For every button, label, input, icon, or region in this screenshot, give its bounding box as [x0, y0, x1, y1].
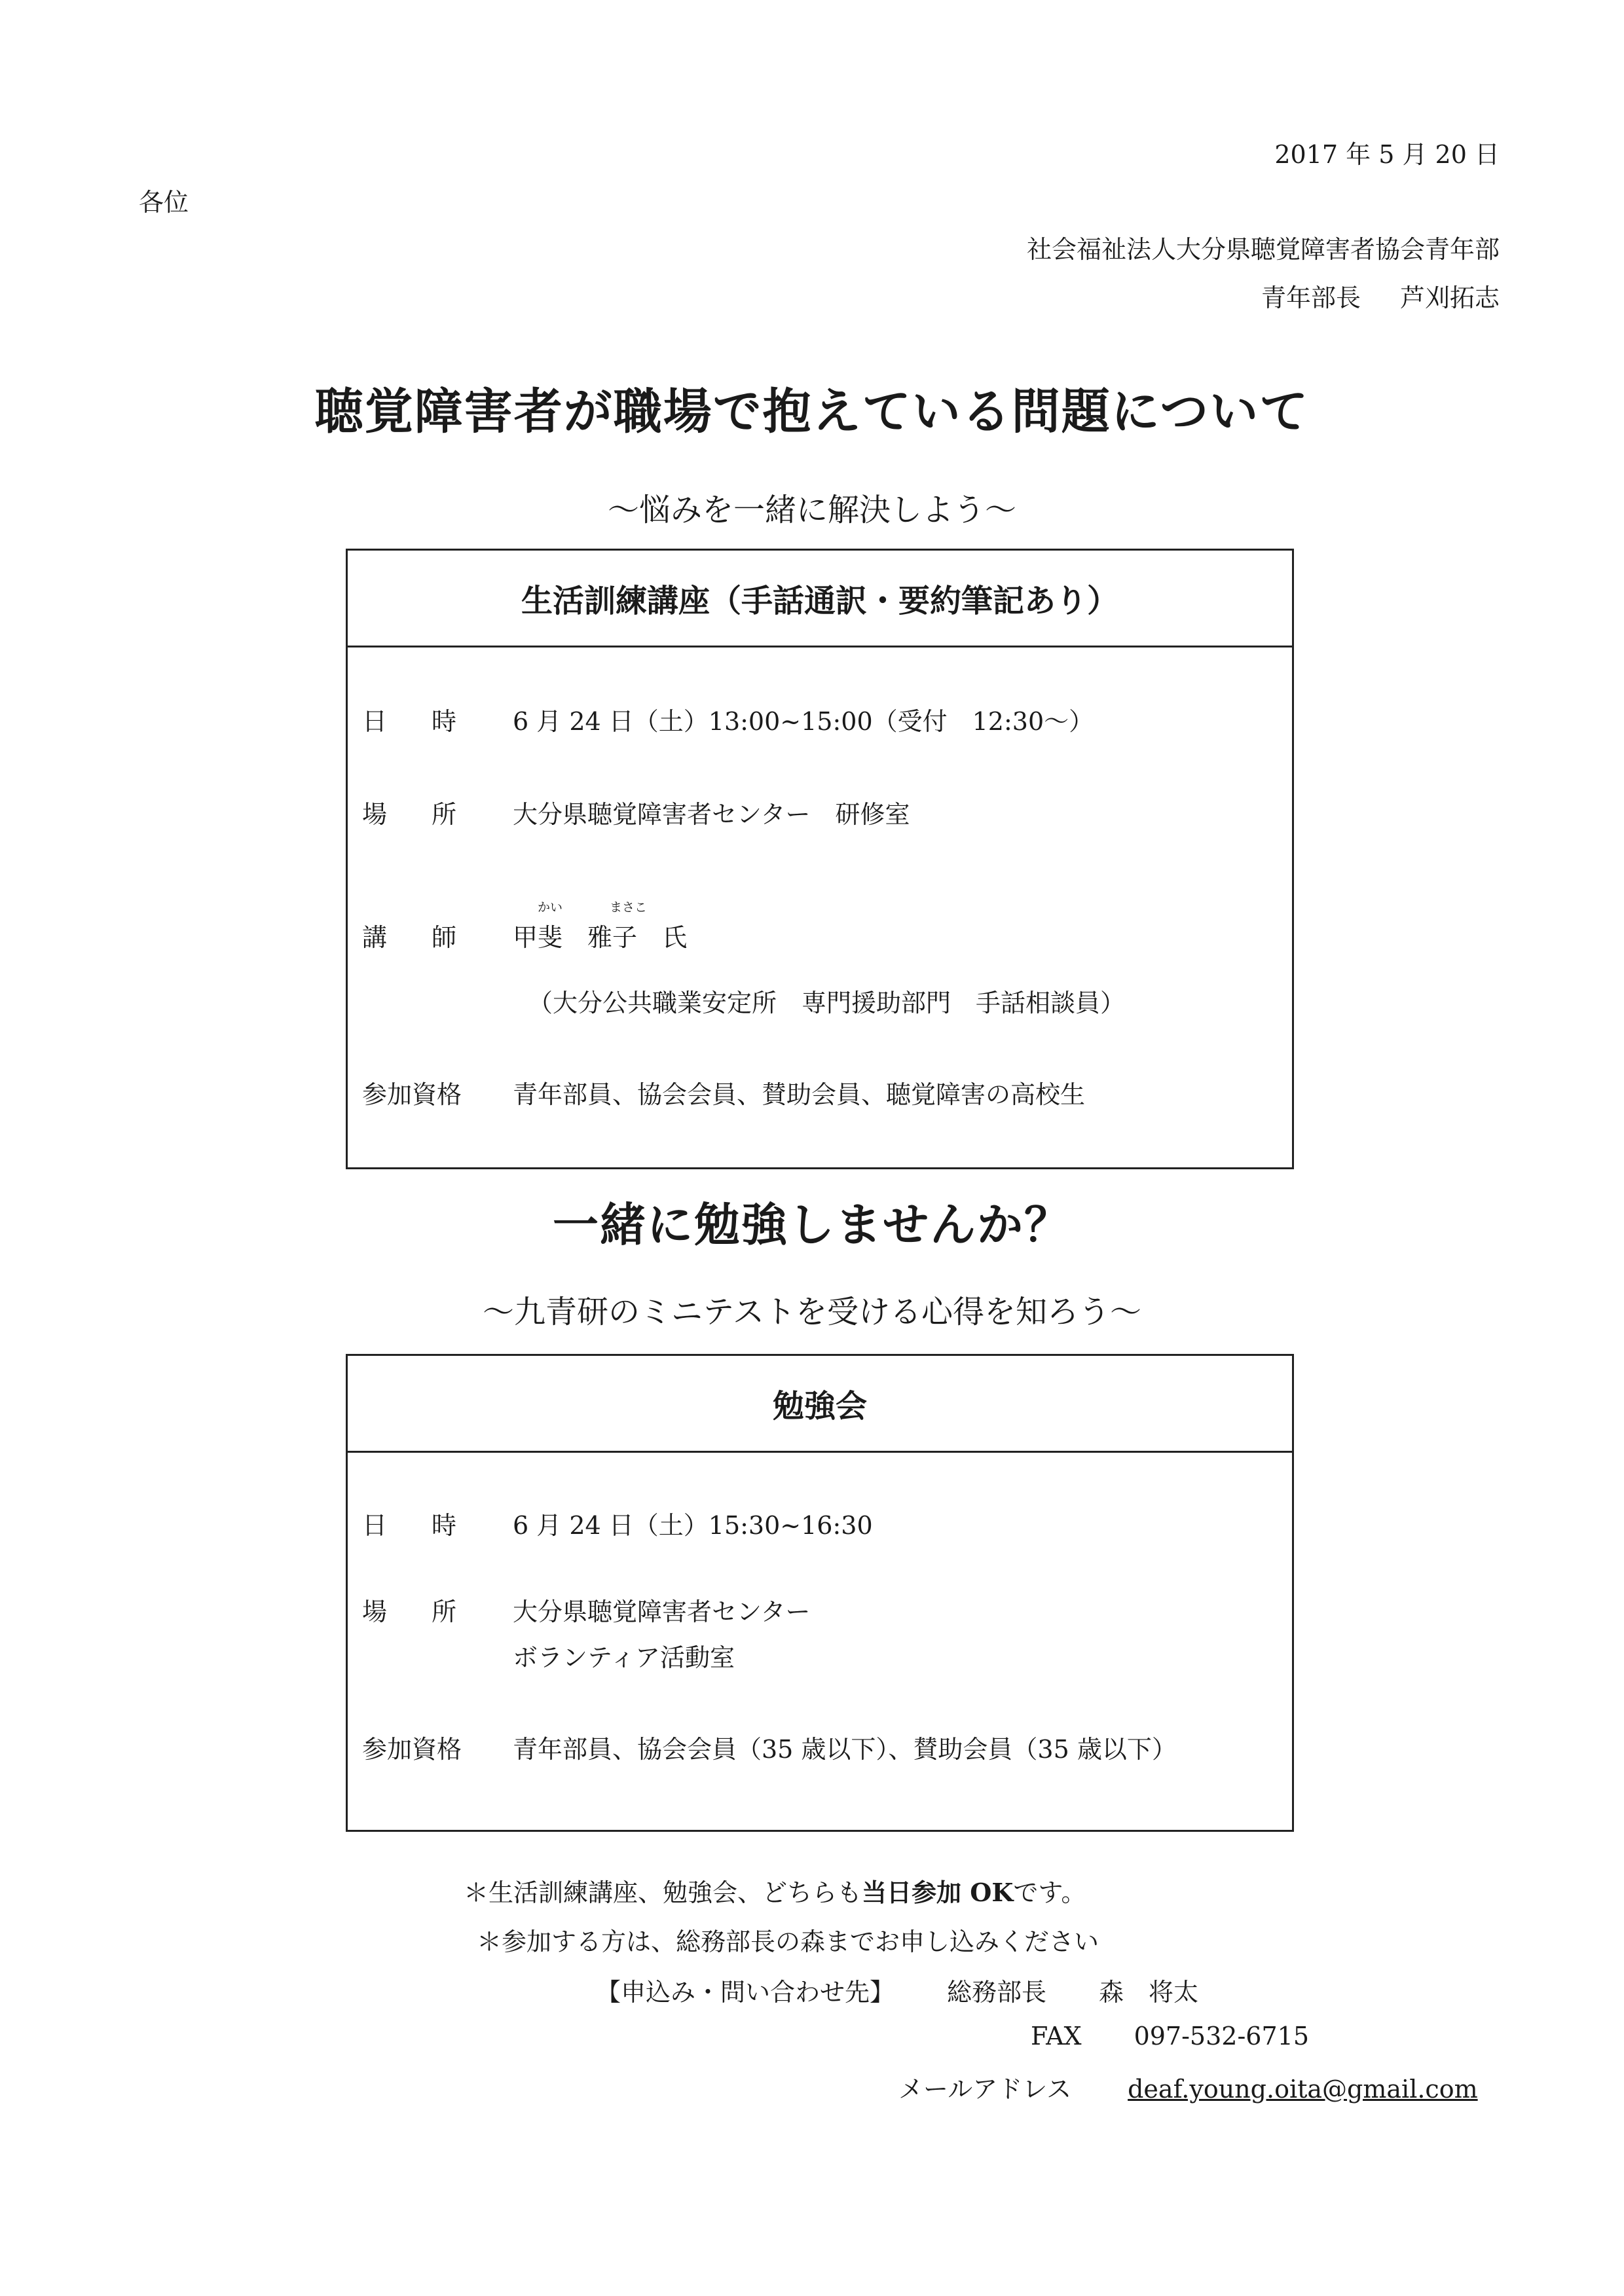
lecturer-ruby-family: かい [538, 900, 563, 915]
place-value: 大分県聴覚障害者センター 研修室 [513, 800, 910, 829]
event2-subtitle: ～九青研のミニテストを受ける心得を知ろう～ [482, 1294, 1142, 1330]
place-label: 場所 [362, 800, 502, 829]
eligibility-label: 参加資格 [362, 1735, 462, 1764]
event2-eligibility-row [362, 1729, 1177, 1765]
fax-label: FAX [1031, 2022, 1082, 2050]
same-day-note-prefix: ＊生活訓練講座、勉強会、どちらも [464, 1878, 862, 1907]
addressee: 各位 [139, 188, 189, 217]
same-day-note [464, 1872, 1086, 1908]
lecturer-label: 講師 [362, 923, 502, 952]
event1-info-box [346, 549, 1294, 1169]
mail-address-link[interactable]: deaf.young.oita@gmail.com [1128, 2075, 1478, 2104]
lecturer-affiliation: （大分公共職業安定所 専門援助部門 手話相談員） [528, 989, 1126, 1017]
sender-title: 青年部長 [1261, 283, 1361, 312]
event2-box-title: 勉強会 [348, 1356, 1292, 1453]
same-day-note-emphasis: 当日参加 OK [862, 1878, 1014, 1907]
datetime-label: 日時 [362, 1511, 502, 1540]
fax-line [1031, 2022, 1309, 2050]
event1-subtitle: ～悩みを一緒に解決しよう～ [607, 492, 1016, 528]
place-label: 場所 [362, 1597, 502, 1626]
event1-lecturer-row [362, 917, 687, 953]
event1-eligibility-row [362, 1074, 1085, 1110]
sender-name: 芦刈拓志 [1399, 283, 1500, 312]
same-day-note-suffix: です。 [1013, 1878, 1086, 1907]
datetime-value: 6 月 24 日（土）15:30~16:30 [513, 1511, 873, 1540]
datetime-label: 日時 [362, 707, 502, 736]
contact-name: 森 将太 [1099, 1978, 1199, 2007]
eligibility-value: 青年部員、協会会員、賛助会員、聴覚障害の高校生 [513, 1080, 1086, 1109]
event2-place-row [362, 1592, 810, 1628]
event1-place-row [362, 794, 910, 830]
lecturer-ruby-given: まさこ [610, 900, 648, 915]
eligibility-label: 参加資格 [362, 1080, 462, 1109]
mail-label: メールアドレス [898, 2075, 1072, 2104]
place-value-line1: 大分県聴覚障害者センター [513, 1597, 811, 1626]
event1-box-title: 生活訓練講座（手話通訳・要約筆記あり） [348, 551, 1292, 647]
application-note: ＊参加する方は、総務部長の森までお申し込みください [477, 1927, 1099, 1956]
lecturer-given-name: 雅子 [587, 923, 638, 952]
event1-datetime-row [362, 701, 1094, 737]
mail-line [898, 2069, 1478, 2105]
event2-info-box [346, 1354, 1294, 1832]
fax-number: 097-532-6715 [1134, 2022, 1310, 2050]
place-value-line2: ボランティア活動室 [513, 1643, 735, 1672]
contact-line [596, 1972, 1198, 2008]
contact-role: 総務部長 [947, 1978, 1047, 2007]
document-date: 2017 年 5 月 20 日 [1274, 140, 1500, 169]
lecturer-family-name: 甲斐 [513, 923, 563, 952]
eligibility-value: 青年部員、協会会員（35 歳以下）、賛助会員（35 歳以下） [513, 1735, 1177, 1764]
event1-title: 聴覚障害者が職場で抱えている問題について [314, 384, 1310, 440]
sender-organization: 社会福祉法人大分県聴覚障害者協会青年部 [1026, 235, 1500, 264]
contact-label: 【申込み・問い合わせ先】 [596, 1978, 895, 2007]
lecturer-name [513, 917, 687, 953]
event2-datetime-row [362, 1505, 873, 1541]
sender-person [1261, 278, 1500, 314]
datetime-value: 6 月 24 日（土）13:00~15:00（受付 12:30～） [513, 707, 1094, 736]
lecturer-honorific: 氏 [662, 923, 688, 952]
event2-title: 一緒に勉強しませんか？ [553, 1197, 1071, 1252]
